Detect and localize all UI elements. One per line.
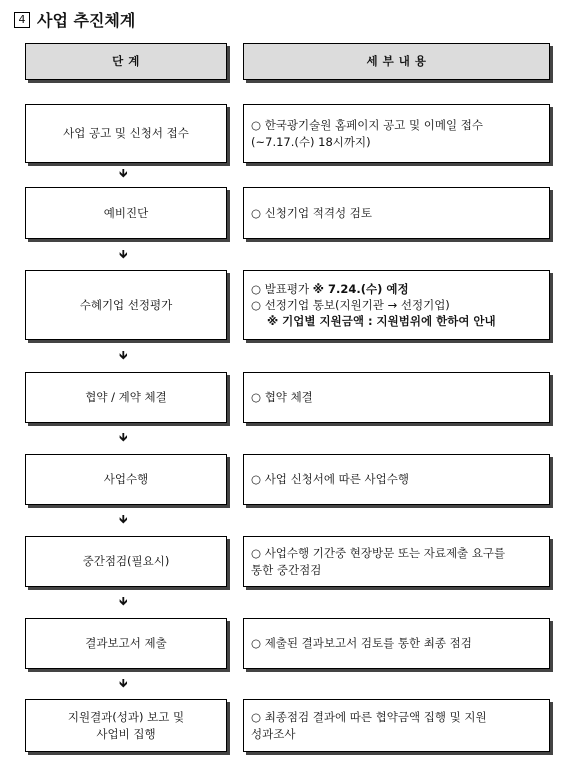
funding-note: ※ 기업별 지원금액 : 지원범위에 한하여 안내 xyxy=(267,314,496,329)
down-arrow-icon: 🡻 xyxy=(119,348,128,362)
stage-label: 수혜기업 선정평가 xyxy=(79,297,173,312)
detail-header: 세 부 내 용 xyxy=(243,43,550,80)
down-arrow-icon: 🡻 xyxy=(119,166,128,180)
detail-box-5 xyxy=(243,454,550,505)
stage-label: 사업수행 xyxy=(103,472,149,487)
stage-label: 사업 공고 및 신청서 접수 xyxy=(63,126,189,141)
stage-box-8 xyxy=(25,699,227,752)
section-number: 4 xyxy=(14,12,30,28)
detail-box-2 xyxy=(243,187,550,239)
stage-box-2 xyxy=(25,187,227,239)
section-title-text: 사업 추진체계 xyxy=(37,11,136,30)
stage-label: 지원결과(성과) 보고 및 xyxy=(67,709,185,724)
detail-text: ○ 발표평가 xyxy=(251,281,313,296)
detail-line: 통한 중간점검 xyxy=(251,562,322,577)
stage-label: 예비진단 xyxy=(103,205,149,220)
detail-line: ○ 신청기업 적격성 검토 xyxy=(251,205,372,220)
detail-line: ○ 선정기업 통보(지원기관 → 선정기업) xyxy=(251,297,450,312)
stage-label: 중간점검(필요시) xyxy=(82,554,170,569)
down-arrow-icon: 🡻 xyxy=(119,676,128,690)
stage-label: 결과보고서 제출 xyxy=(85,636,167,651)
detail-line: ○ 사업 신청서에 따른 사업수행 xyxy=(251,472,409,487)
detail-line: ○ 제출된 결과보고서 검토를 통한 최종 점검 xyxy=(251,636,472,651)
detail-line: ○ 사업수행 기간중 현장방문 또는 자료제출 요구를 xyxy=(251,546,506,561)
down-arrow-icon: 🡻 xyxy=(119,594,128,608)
detail-line: ○ 협약 체결 xyxy=(251,390,313,405)
stage-box-7 xyxy=(25,618,227,669)
detail-box-1 xyxy=(243,104,550,163)
stage-box-5 xyxy=(25,454,227,505)
detail-box-7 xyxy=(243,618,550,669)
detail-box-3 xyxy=(243,270,550,340)
stage-header: 단 계 xyxy=(25,43,227,80)
detail-line: ○ 한국광기술원 홈페이지 공고 및 이메일 접수 xyxy=(251,118,483,133)
stage-label: 사업비 집행 xyxy=(96,726,156,741)
stage-box-1 xyxy=(25,104,227,163)
down-arrow-icon: 🡻 xyxy=(119,430,128,444)
stage-box-6 xyxy=(25,536,227,587)
section-title xyxy=(14,8,135,31)
detail-line: 성과조사 xyxy=(251,726,296,741)
stage-box-3 xyxy=(25,270,227,340)
detail-line xyxy=(251,281,549,297)
stage-box-4 xyxy=(25,372,227,423)
stage-label: 협약 / 계약 체결 xyxy=(85,390,167,405)
down-arrow-icon: 🡻 xyxy=(119,247,128,261)
detail-box-4 xyxy=(243,372,550,423)
detail-box-6 xyxy=(243,536,550,587)
down-arrow-icon: 🡻 xyxy=(119,512,128,526)
detail-box-8 xyxy=(243,699,550,752)
detail-line: ○ 최종점검 결과에 따른 협약금액 집행 및 지원 xyxy=(251,710,487,725)
detail-line: (~7.17.(수) 18시까지) xyxy=(251,134,371,149)
presentation-date-note: ※ 7.24.(수) 예정 xyxy=(312,281,409,296)
